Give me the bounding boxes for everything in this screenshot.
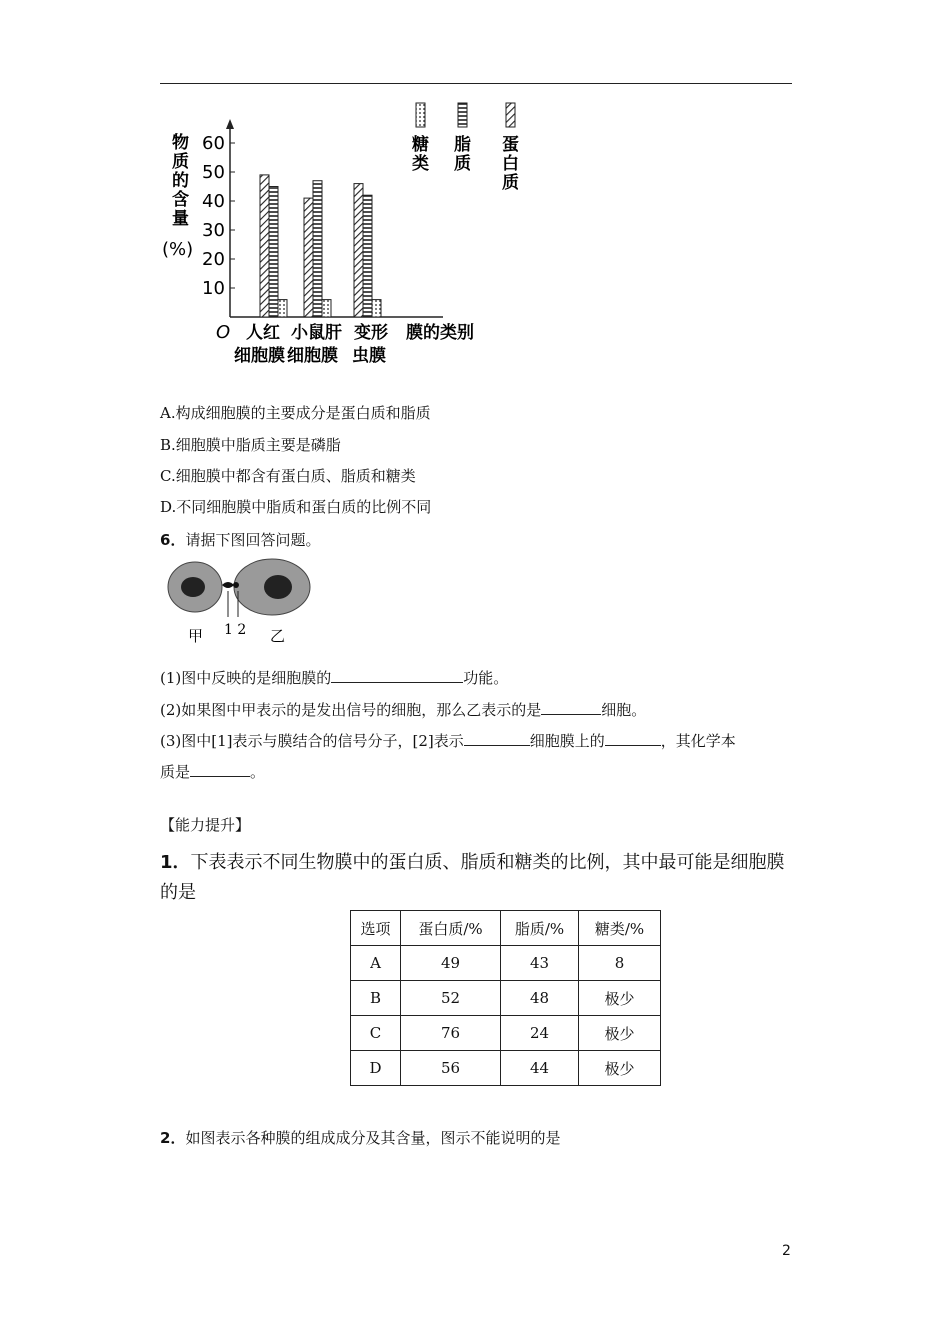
x-axis-label: 膜的类别 — [406, 323, 474, 343]
table-cell: 48 — [501, 981, 579, 1016]
bar-蛋白质 — [304, 198, 313, 317]
legend-swatch — [416, 103, 425, 127]
bar-蛋白质 — [354, 184, 363, 317]
y-label-char: 质 — [172, 152, 189, 172]
label-1-2: 1 2 — [224, 622, 247, 638]
table-cell: 极少 — [579, 1016, 661, 1051]
legend-label-char: 质 — [454, 154, 471, 174]
question-number: 6 — [160, 531, 171, 549]
section-title: 【能力提升】 — [160, 816, 251, 834]
legend-label-char: 白 — [502, 154, 519, 174]
answer-blank[interactable] — [464, 731, 530, 746]
y-tick-label: 30 — [202, 220, 225, 241]
answer-blank[interactable] — [541, 700, 601, 715]
table-cell: 76 — [401, 1016, 501, 1051]
table-cell: 56 — [401, 1051, 501, 1086]
y-label-char: 物 — [172, 133, 189, 153]
bar-糖类 — [372, 300, 381, 317]
answer-blank[interactable] — [190, 762, 250, 777]
question-1: 1．下表表示不同生物膜中的蛋白质、脂质和糖类的比例，其中最可能是细胞膜的是 — [160, 852, 785, 903]
legend-label-char: 质 — [502, 173, 519, 193]
table-cell: C — [351, 1016, 401, 1051]
chart-legend — [412, 103, 519, 193]
question-6: 6．请据下图回答问题。 — [160, 531, 321, 549]
bar-蛋白质 — [260, 175, 269, 317]
header-rule — [160, 83, 792, 84]
legend-label-char: 类 — [412, 154, 429, 174]
category-label: 细胞膜 — [287, 346, 338, 366]
legend-label-char: 脂 — [454, 135, 471, 155]
answer-blank[interactable] — [605, 731, 661, 746]
legend-swatch — [506, 103, 515, 127]
option-c: C.细胞膜中都含有蛋白质、脂质和糖类 — [160, 467, 416, 485]
y-label-unit: (%) — [162, 239, 194, 260]
legend-label-char: 蛋 — [502, 135, 519, 155]
table-cell: 极少 — [579, 981, 661, 1016]
table-row — [351, 981, 661, 1016]
legend-label-char: 糖 — [412, 135, 429, 155]
label-jia: 甲 — [188, 627, 204, 645]
cell-signaling-figure — [160, 555, 320, 650]
q6-part-3: (3)图中[1]表示与膜结合的信号分子，[2]表示 细胞膜上的 ，其化学本 — [160, 732, 736, 750]
option-b: B.细胞膜中脂质主要是磷脂 — [160, 436, 341, 454]
table-header-cell: 蛋白质/% — [401, 911, 501, 946]
table-row — [351, 1051, 661, 1086]
receptor — [233, 582, 239, 588]
bars — [260, 175, 381, 317]
y-label-char: 量 — [172, 209, 189, 229]
table-header-cell: 糖类/% — [579, 911, 661, 946]
option-a: A.构成细胞膜的主要成分是蛋白质和脂质 — [160, 404, 431, 422]
y-tick-label: 40 — [202, 191, 225, 212]
bar-脂质 — [363, 195, 372, 317]
question-stem: 请据下图回答问题。 — [185, 531, 321, 549]
page-number: 2 — [782, 1243, 791, 1259]
table-cell: B — [351, 981, 401, 1016]
y-axis-label — [162, 132, 193, 260]
q6-part-3-cont: 质是 。 — [160, 763, 266, 781]
category-label: 人红 — [246, 323, 280, 343]
option-d: D.不同细胞膜中脂质和蛋白质的比例不同 — [160, 498, 432, 516]
origin-label: O — [216, 322, 231, 343]
bar-脂质 — [269, 187, 278, 318]
q6-part-2: (2)如果图中甲表示的是发出信号的细胞，那么乙表示的是 细胞。 — [160, 701, 647, 719]
y-tick-label: 60 — [202, 133, 225, 154]
table-cell: A — [351, 946, 401, 981]
table-cell: 43 — [501, 946, 579, 981]
legend-swatch — [458, 103, 467, 127]
category-label: 虫膜 — [352, 346, 386, 366]
answer-blank[interactable] — [331, 668, 463, 683]
category-label: 细胞膜 — [234, 346, 285, 366]
bar-糖类 — [278, 300, 287, 317]
y-tick-label: 20 — [202, 249, 225, 270]
y-label-char: 的 — [172, 171, 189, 191]
y-tick-label: 10 — [202, 278, 225, 299]
bar-脂质 — [313, 181, 322, 317]
table-cell: 49 — [401, 946, 501, 981]
label-yi: 乙 — [270, 627, 286, 645]
y-label-char: 含 — [172, 190, 189, 210]
table-header-cell: 选项 — [351, 911, 401, 946]
table-cell: 8 — [579, 946, 661, 981]
y-tick-label: 50 — [202, 162, 225, 183]
q6-part-1: (1)图中反映的是细胞膜的 功能。 — [160, 669, 509, 687]
chart-axes — [226, 119, 443, 317]
y-axis-arrow — [226, 119, 234, 129]
category-label: 变形 — [354, 323, 388, 343]
table-row — [351, 1016, 661, 1051]
membrane-ratio-table — [350, 910, 661, 1086]
category-labels — [234, 322, 389, 366]
question-2: 2．如图表示各种膜的组成成分及其含量，图示不能说明的是 — [160, 1129, 561, 1147]
signal-molecule — [222, 582, 234, 588]
nucleus-jia — [181, 577, 205, 597]
table-cell: D — [351, 1051, 401, 1086]
table-cell: 44 — [501, 1051, 579, 1086]
table-header-cell: 脂质/% — [501, 911, 579, 946]
membrane-composition-chart — [158, 95, 538, 385]
table-cell: 极少 — [579, 1051, 661, 1086]
table-cell: 52 — [401, 981, 501, 1016]
table-row — [351, 946, 661, 981]
category-label: 小鼠肝 — [291, 323, 342, 343]
nucleus-yi — [264, 575, 292, 599]
bar-糖类 — [322, 300, 331, 317]
table-header-row — [351, 911, 661, 946]
table-cell: 24 — [501, 1016, 579, 1051]
